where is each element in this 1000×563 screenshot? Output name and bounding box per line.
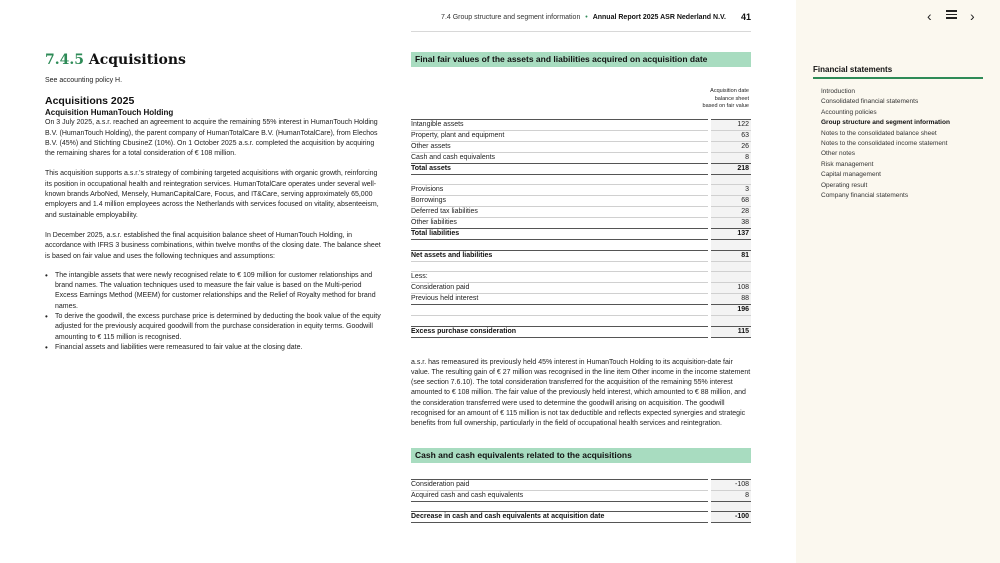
row-value: 38 [709, 218, 751, 229]
row-label: Previous held interest [411, 294, 709, 305]
table-row-total [411, 512, 751, 523]
table-row [411, 294, 751, 305]
sidebar-item-company-financial-statements[interactable]: Company financial statements [821, 192, 909, 200]
sidebar-item-notes-balance-sheet[interactable]: Notes to the consolidated balance sheet [821, 129, 937, 137]
header-breadcrumb [441, 14, 726, 21]
row-label: Less: [411, 272, 709, 283]
sidebar-item-accounting-policies[interactable]: Accounting policies [821, 108, 877, 116]
table-row [411, 207, 751, 218]
row-label: Borrowings [411, 196, 709, 207]
row-label: Acquired cash and cash equivalents [411, 490, 709, 501]
row-value: 8 [709, 490, 751, 501]
list-item: • The intangible assets that were newly recognised relate to € 109 million for customer relationships and brand names. The valuation techniques used to measure the fair value is based on the Multi-period Excess Earnings Method (MEEM) for customer relationships and the Relief of Royalty method for brand names. [55, 271, 385, 312]
row-label: Deferred tax liabilities [411, 207, 709, 218]
table-row [411, 120, 751, 131]
sidebar-title[interactable]: Financial statements [813, 65, 893, 74]
table-row [411, 218, 751, 229]
row-value: 137 [709, 229, 751, 240]
sidebar-divider [813, 77, 983, 79]
row-value: -100 [709, 512, 751, 523]
table-row [411, 142, 751, 153]
row-label: Intangible assets [411, 120, 709, 131]
row-value: 88 [709, 294, 751, 305]
column-header-text: Acquisition date balance sheet based on fair value [702, 88, 749, 109]
list-item: • To derive the goodwill, the excess purchase price is determined by deducting the book value of the equity adjusted for the previously acquired goodwill from the purchase consideration in equity terms. Goodwill amounting to € 115 million is recognised. [55, 312, 385, 343]
row-label: Total liabilities [411, 229, 709, 240]
row-label: Excess purchase consideration [411, 326, 709, 337]
fair-value-table-title: Final fair values of the assets and liabilities acquired on acquisition date [411, 52, 751, 67]
table-row-spacer [411, 261, 751, 271]
menu-icon[interactable] [946, 10, 957, 19]
header-separator: • [585, 14, 588, 21]
sidebar-item-consolidated-financial-statements[interactable]: Consolidated financial statements [821, 98, 919, 106]
table-row-total [411, 250, 751, 261]
acquisitions-heading: Acquisitions 2025 [45, 95, 135, 108]
row-value: 28 [709, 207, 751, 218]
cash-table [411, 479, 751, 523]
sidebar [796, 0, 1000, 563]
header-report-title: Annual Report 2025 ASR Nederland N.V. [592, 14, 726, 21]
sidebar-item-other-notes[interactable]: Other notes [821, 150, 855, 158]
table-row-total [411, 229, 751, 240]
table-row-spacer [411, 240, 751, 250]
next-page-button[interactable] [970, 9, 975, 23]
sidebar-item-risk-management[interactable]: Risk management [821, 160, 874, 168]
row-value: 8 [709, 153, 751, 164]
row-label: Consideration paid [411, 479, 709, 490]
sidebar-item-group-structure[interactable]: Group structure and segment information [821, 119, 950, 127]
row-value: 26 [709, 142, 751, 153]
table-row [411, 153, 751, 164]
paragraph-balance-sheet: In December 2025, a.s.r. established the final acquisition balance sheet of HumanTouch Holding, in accordance with IFRS 3 business combinations, within twelve months of the closing date. The balance sheet is based on fair value and uses the following techniques and assumptions: [45, 231, 381, 260]
row-value: 63 [709, 131, 751, 142]
sidebar-nav [821, 87, 950, 201]
header-section: 7.4 Group structure and segment information [441, 14, 581, 21]
page-header [0, 0, 796, 32]
paragraph-agreement: On 3 July 2025, a.s.r. reached an agreement to acquire the remaining 55% interest in HumanTouch Holding B.V. (HumanTouch Holding), the parent company of HumanTotalCare B.V. (HumanTotalCare), from Elechos B.V. (45%) and Stichting CbusineZ (10%). On 1 October 2025 a.s.r. completed the acquisition by acquiring the remaining shares for a total consideration of € 108 million. [45, 119, 378, 158]
section-title [45, 52, 385, 68]
row-label: Total assets [411, 164, 709, 175]
section-number: 7.4.5 [45, 52, 84, 68]
row-value: 81 [709, 250, 751, 261]
sidebar-item-operating-result[interactable]: Operating result [821, 181, 868, 189]
table-row-total [411, 164, 751, 175]
row-value: 3 [709, 185, 751, 196]
chevron-right-icon: › [970, 8, 975, 24]
row-value: 115 [709, 326, 751, 337]
table-row [411, 272, 751, 283]
row-value: 122 [709, 120, 751, 131]
chevron-left-icon: ‹ [927, 8, 932, 24]
sidebar-item-introduction[interactable]: Introduction [821, 88, 855, 95]
table-row-spacer [411, 175, 751, 185]
cash-table-title: Cash and cash equivalents related to the acquisitions [411, 448, 751, 463]
row-value: 218 [709, 164, 751, 175]
row-label: Property, plant and equipment [411, 131, 709, 142]
row-label: Other liabilities [411, 218, 709, 229]
row-value: 68 [709, 196, 751, 207]
table-row [411, 479, 751, 490]
table-row-spacer [411, 316, 751, 326]
table-row [411, 196, 751, 207]
row-label: Consideration paid [411, 283, 709, 294]
row-label: Cash and cash equivalents [411, 153, 709, 164]
table-row [411, 185, 751, 196]
sidebar-item-notes-income-statement[interactable]: Notes to the consolidated income statement [821, 140, 948, 148]
sidebar-item-capital-management[interactable]: Capital management [821, 171, 881, 179]
accounting-policy-link[interactable]: See accounting policy H. [45, 77, 123, 84]
table-row-total [411, 326, 751, 337]
previous-page-button[interactable] [927, 9, 932, 23]
row-value [709, 272, 751, 283]
fair-value-column-header [411, 67, 751, 119]
table-row [411, 283, 751, 294]
paragraph-strategy: This acquisition supports a.s.r.'s strategy of combining targeted acquisitions with organic growth, reinforcing its position in occupational health and reintegration services. HumanTotalCare operates under several well-known brands ArboNed, Mensely, HumanCapitalCare, Focus, and IT&Care, serving approximately 65,000 employers and 1.4 million employees across the Netherlands with services focused on vitality, absenteeism, and sustainable employability. [45, 170, 379, 219]
table-row-spacer [411, 501, 751, 511]
row-label: Other assets [411, 142, 709, 153]
goodwill-narrative: a.s.r. has remeasured its previously held 45% interest in HumanTouch Holding to its acquisition-date fair value. The resulting gain of € 27 million was recognised in the line item Other income in the income statement (see section 7.6.10). The total consideration transferred for the acquisition of the remaining 55% interest amounted to € 108 million. The fair value of the previously held interest, which amounted to € 88 million, and the consideration transferred were used to determine the goodwill arising on acquisition. The goodwill recognised for an amount of € 115 million is not tax deductible and reflects expected synergies and strategic benefits from full ownership, particularly in the field of occupational health services and reintegration. [411, 358, 751, 428]
page-number: 41 [740, 12, 751, 22]
row-value: 108 [709, 283, 751, 294]
assumptions-list [55, 271, 385, 353]
table-row-total [411, 305, 751, 316]
left-column [45, 52, 385, 353]
table-row [411, 131, 751, 142]
list-item: • Financial assets and liabilities were remeasured to fair value at the closing date. [55, 343, 385, 353]
header-divider [411, 31, 751, 32]
row-label: Net assets and liabilities [411, 250, 709, 261]
section-title-text: Acquisitions [88, 52, 186, 68]
table-row [411, 490, 751, 501]
row-value: 196 [709, 305, 751, 316]
row-label [411, 305, 709, 316]
row-label: Decrease in cash and cash equivalents at acquisition date [411, 512, 709, 523]
right-column [411, 52, 751, 523]
acquisition-subheading: Acquisition HumanTouch Holding [45, 108, 174, 118]
fair-value-table [411, 119, 751, 338]
row-label: Provisions [411, 185, 709, 196]
row-value: -108 [709, 479, 751, 490]
